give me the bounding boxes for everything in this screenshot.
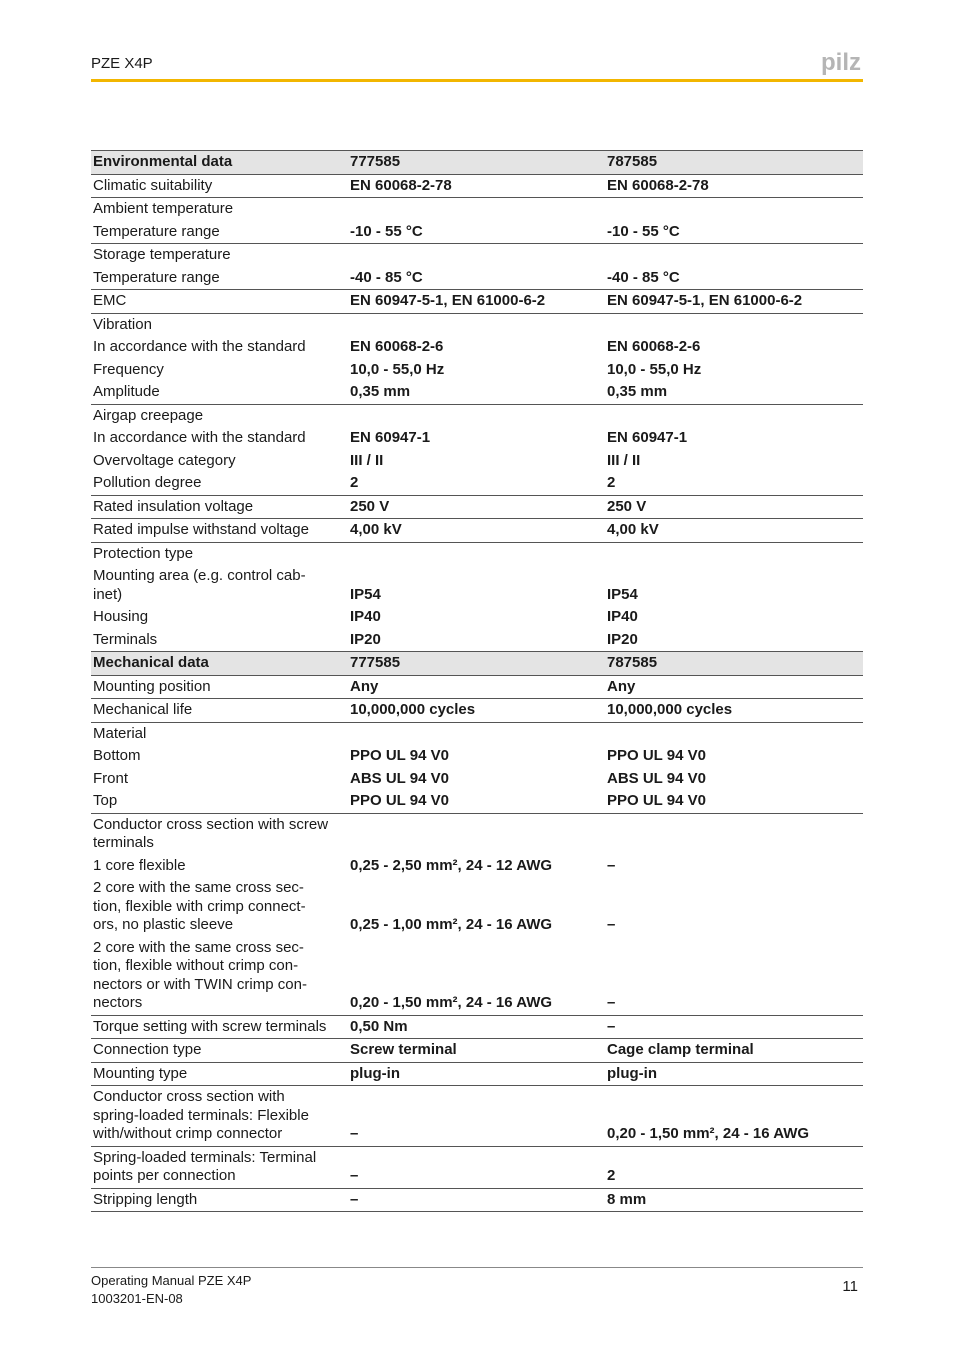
table-row	[91, 1039, 863, 1063]
table-row	[91, 472, 863, 495]
value-777585: 2	[350, 474, 359, 491]
parameter-label: Frequency	[93, 360, 164, 378]
value-787585	[605, 198, 863, 221]
value-777585: PPO UL 94 V0	[350, 792, 449, 809]
table-row	[91, 768, 863, 791]
parameter-label: Vibration	[91, 313, 348, 336]
value-787585: 8 mm	[605, 1188, 863, 1212]
page-number: 11	[842, 1278, 858, 1295]
parameter-label: Rated insulation voltage	[91, 495, 348, 519]
value-787585: Any	[605, 675, 863, 699]
table-row	[91, 290, 863, 314]
value-787585: 10,0 - 55,0 Hz	[607, 360, 702, 378]
parameter-label: Ambient temperature	[91, 198, 348, 221]
value-787585: IP40	[607, 608, 638, 625]
pilz-logo	[821, 50, 863, 76]
table-row	[91, 1188, 863, 1212]
value-787585: PPO UL 94 V0	[607, 792, 706, 809]
value-787585: EN 60068-2-78	[605, 174, 863, 198]
value-777585: III / II	[350, 451, 384, 469]
parameter-label: Rated impulse withstand voltage	[91, 519, 348, 543]
parameter-label: Mounting type	[91, 1062, 348, 1086]
section-header-row	[91, 151, 863, 175]
section-header-row	[91, 652, 863, 676]
section-title: Environmental data	[91, 151, 348, 175]
parameter-label: Storage temperature	[91, 244, 348, 267]
value-787585: 0,20 - 1,50 mm², 24 - 16 AWG	[605, 1086, 863, 1147]
parameter-label: Front	[93, 769, 129, 787]
value-777585: 0,25 - 2,50 mm², 24 - 12 AWG	[350, 856, 553, 874]
value-777585: 4,00 kV	[348, 519, 605, 543]
value-777585: –	[348, 1146, 605, 1188]
value-777585: EN 60947-5-1, EN 61000-6-2	[348, 290, 605, 314]
table-row	[91, 1146, 863, 1188]
table-row	[91, 629, 863, 652]
table-row	[91, 877, 863, 937]
value-787585: –	[607, 916, 616, 933]
table-row	[91, 267, 863, 290]
value-777585: 777585	[348, 151, 605, 175]
table-row	[91, 699, 863, 723]
table-row	[91, 565, 863, 606]
value-787585: 0,35 mm	[607, 383, 668, 400]
value-777585: 10,000,000 cycles	[348, 699, 605, 723]
table-row	[91, 404, 863, 427]
value-787585: -40 - 85 °C	[607, 268, 680, 286]
parameter-label: Connection type	[91, 1039, 348, 1063]
header-rule	[91, 79, 863, 82]
value-787585: –	[605, 1015, 863, 1039]
value-777585: EN 60947-1	[350, 429, 431, 446]
table-row	[91, 855, 863, 878]
table-row	[91, 495, 863, 519]
value-777585: IP20	[350, 630, 381, 648]
parameter-label: Terminals	[93, 630, 158, 648]
parameter-label: Airgap creepage	[91, 404, 348, 427]
table-row	[91, 198, 863, 221]
value-777585: –	[348, 1086, 605, 1147]
value-777585	[348, 542, 605, 565]
table-row	[91, 1086, 863, 1147]
value-787585	[605, 813, 863, 855]
table-row	[91, 336, 863, 359]
value-777585	[348, 722, 605, 745]
value-777585: -40 - 85 °C	[350, 268, 423, 286]
parameter-label: Mounting area (e.g. control cab- inet)	[93, 567, 306, 603]
value-787585: 250 V	[605, 495, 863, 519]
footer-manual-title: Operating Manual PZE X4P	[91, 1273, 252, 1288]
parameter-label: In accordance with the standard	[93, 429, 306, 446]
value-787585: EN 60068-2-6	[607, 338, 701, 355]
table-row	[91, 221, 863, 244]
value-777585: Any	[348, 675, 605, 699]
parameter-label: Bottom	[93, 747, 141, 764]
technical-data-table	[91, 150, 863, 1212]
parameter-label: Pollution degree	[93, 474, 202, 491]
parameter-label: 2 core with the same cross sec- tion, flexible without crimp con- nectors or with TWIN crimp con- nectors	[93, 938, 307, 1011]
value-787585: -10 - 55 °C	[607, 222, 680, 240]
page-footer	[91, 1267, 863, 1308]
value-787585: Cage clamp terminal	[605, 1039, 863, 1063]
value-787585: PPO UL 94 V0	[607, 747, 706, 764]
parameter-label: In accordance with the standard	[93, 338, 306, 355]
parameter-label: Mounting position	[91, 675, 348, 699]
value-777585: EN 60068-2-6	[350, 338, 444, 355]
parameter-label: Amplitude	[93, 383, 160, 400]
table-row	[91, 1062, 863, 1086]
page-header	[91, 50, 863, 82]
value-777585: 0,35 mm	[350, 383, 411, 400]
value-787585: IP54	[607, 585, 638, 603]
table-row	[91, 745, 863, 768]
value-787585	[605, 722, 863, 745]
table-row	[91, 937, 863, 1016]
value-777585	[348, 198, 605, 221]
value-777585: PPO UL 94 V0	[350, 747, 449, 764]
table-row	[91, 813, 863, 855]
parameter-label: EMC	[91, 290, 348, 314]
value-787585: ABS UL 94 V0	[607, 769, 706, 787]
table-row	[91, 313, 863, 336]
value-787585	[605, 244, 863, 267]
value-777585: EN 60068-2-78	[348, 174, 605, 198]
value-777585: 0,50 Nm	[348, 1015, 605, 1039]
parameter-label: Protection type	[91, 542, 348, 565]
table-row	[91, 381, 863, 404]
parameter-label: Conductor cross section with screw terminals	[91, 813, 348, 855]
value-777585: 250 V	[348, 495, 605, 519]
value-787585: III / II	[607, 451, 641, 469]
table-row	[91, 1015, 863, 1039]
parameter-label: Housing	[93, 608, 149, 625]
section-title: Mechanical data	[91, 652, 348, 676]
value-787585: EN 60947-1	[607, 429, 688, 446]
parameter-label: Spring-loaded terminals: Terminal points per connection	[91, 1146, 348, 1188]
value-777585	[348, 813, 605, 855]
parameter-label: Temperature range	[93, 222, 220, 240]
table-row	[91, 722, 863, 745]
value-777585: 0,25 - 1,00 mm², 24 - 16 AWG	[350, 916, 553, 933]
table-row	[91, 675, 863, 699]
table-row	[91, 427, 863, 450]
value-787585: –	[607, 994, 616, 1011]
parameter-label: Overvoltage category	[93, 451, 236, 469]
parameter-label: Stripping length	[91, 1188, 348, 1212]
technical-data-body	[91, 151, 863, 1212]
parameter-label: Material	[91, 722, 348, 745]
value-787585: 787585	[605, 151, 863, 175]
value-777585: -10 - 55 °C	[350, 222, 423, 240]
header-title: PZE X4P	[91, 55, 153, 72]
value-777585: plug-in	[348, 1062, 605, 1086]
value-777585: 10,0 - 55,0 Hz	[350, 360, 445, 378]
table-row	[91, 450, 863, 473]
value-777585	[348, 313, 605, 336]
value-787585	[605, 313, 863, 336]
value-777585: IP40	[350, 608, 381, 625]
parameter-label: Top	[93, 792, 118, 809]
table-row	[91, 519, 863, 543]
value-787585: plug-in	[605, 1062, 863, 1086]
value-787585: 2	[607, 474, 616, 491]
table-row	[91, 174, 863, 198]
parameter-label: Climatic suitability	[91, 174, 348, 198]
value-777585: IP54	[350, 585, 381, 603]
value-787585: 787585	[605, 652, 863, 676]
value-787585	[605, 542, 863, 565]
parameter-label: Mechanical life	[91, 699, 348, 723]
value-787585: 4,00 kV	[605, 519, 863, 543]
parameter-label: 2 core with the same cross sec- tion, flexible with crimp connect- ors, no plastic sleeve	[93, 879, 306, 933]
footer-document-number: 1003201-EN-08	[91, 1291, 183, 1306]
value-777585: 777585	[348, 652, 605, 676]
parameter-label: Conductor cross section with spring-loaded terminals: Flexible with/without crimp connector	[91, 1086, 348, 1147]
value-787585: EN 60947-5-1, EN 61000-6-2	[605, 290, 863, 314]
value-787585: –	[607, 856, 616, 874]
table-row	[91, 359, 863, 382]
value-777585	[348, 244, 605, 267]
value-787585: IP20	[607, 630, 638, 648]
value-777585	[348, 404, 605, 427]
parameter-label: Temperature range	[93, 268, 220, 286]
logo-text: pilz	[821, 50, 861, 76]
table-row	[91, 542, 863, 565]
value-777585: 0,20 - 1,50 mm², 24 - 16 AWG	[350, 994, 553, 1011]
value-787585	[605, 404, 863, 427]
table-row	[91, 606, 863, 629]
value-777585: Screw terminal	[348, 1039, 605, 1063]
parameter-label: Torque setting with screw terminals	[91, 1015, 348, 1039]
table-row	[91, 244, 863, 267]
value-787585: 2	[605, 1146, 863, 1188]
value-787585: 10,000,000 cycles	[605, 699, 863, 723]
value-777585: ABS UL 94 V0	[350, 769, 449, 787]
value-777585: –	[348, 1188, 605, 1212]
table-row	[91, 790, 863, 813]
parameter-label: 1 core flexible	[93, 856, 186, 874]
